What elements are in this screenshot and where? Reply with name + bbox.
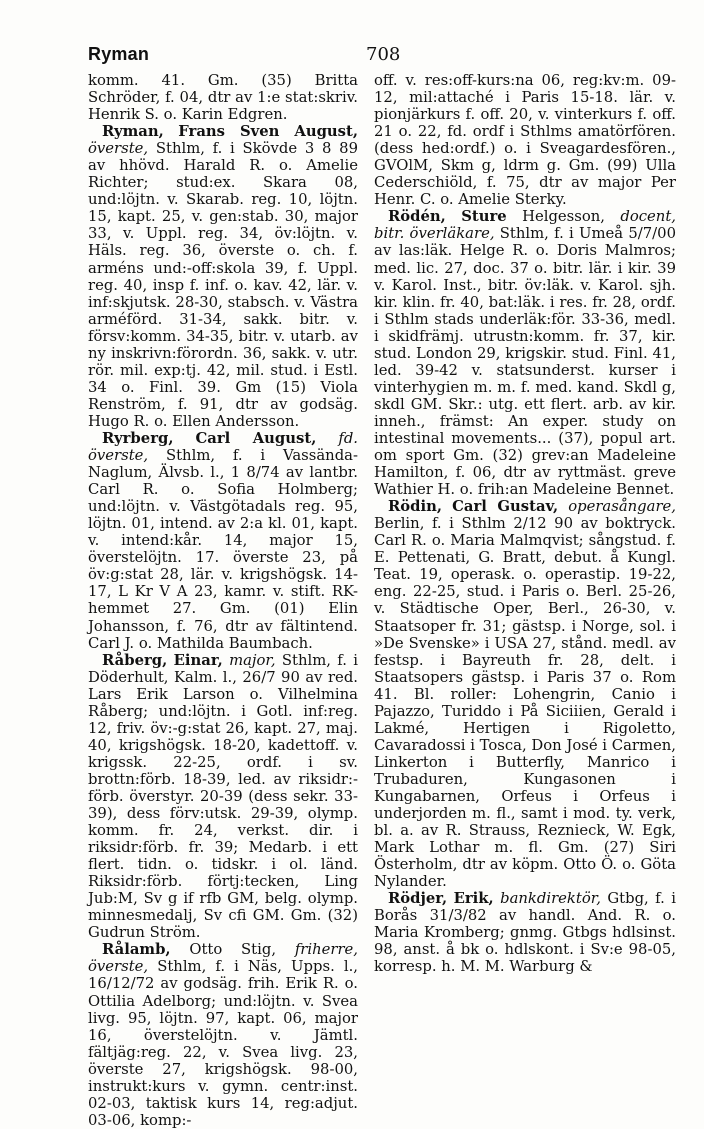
- entry-text: Sthlm, f. i Umeå 5/7/00 av las:läk. Helge R. o. Doris Malmros; med. lic. 27, doc. 37 o. bitr. lär. i kir. 39 v. Karol. Inst., bitr. öv:läk. v. Karol. sjh. kir. klin. fr. 40, bat:läk. i res. fr. 28, ordf. i Sthlm stads underläk:för. 33-36, medl. i skidfrämj. utrustn:komm. fr. 37, kir. stud. London 29, krigskir. stud. Finl. 41, led. 39-42 v. statsunderst. kurser i vinterhygien m. m. f. med. kand. Skdl g, skdl GM. Skr.: utg. ett flert. arb. av kir. inneh., främst: An exper. study on intestinal movements... (37), popul art. om sport Gm. (32) grev:an Madeleine Hamilton, f. 06, dtr av ryttmäst. greve Wathier H. o. frih:an Madeleine Bennet.: [374, 225, 676, 499]
- entry-ryrberg: [88, 430, 358, 652]
- entry-raberg: [88, 652, 358, 942]
- entry-given-name: Frans Sven August,: [178, 123, 358, 141]
- running-head: [86, 44, 662, 72]
- entry-title: fd. överste,: [88, 429, 358, 465]
- entry-given-name: Erik,: [453, 890, 494, 908]
- entry-title: bankdirektör,: [500, 890, 601, 908]
- entry-text: Sthlm, f. i Skövde 3 8 89 av hhövd. Harald R. o. Amelie Richter; stud:ex. Skara 08, und:löjtn. v. Skarab. reg. 10, löjtn. 15, kapt. 25, v. gen:stab. 30, major 33, v. Uppl. reg. 34, öv:löjtn. v. Häls. reg. 36, överste o. ch. f. arméns und:-off:skola 39, f. Uppl. reg. 40, insp f. inf. o. kav. 42, lär. v. inf:skjutsk. 28-30, stabsch. v. Västra arméförd. 31-34, sakk. bitr. v. försv:komm. 34-35, bitr. v. utarb. av ny inskrivn:förordn. 36, sakk. v. utr. rör. mil. exp:tj. 42, mil. stud. i Estl. 34 o. Finl. 39. Gm (15) Viola Renström, f. 91, dtr av godsäg. Hugo R. o. Ellen Andersson.: [88, 140, 358, 430]
- entry-given-name: Einar,: [173, 651, 223, 669]
- entry-surname: Ryman,: [102, 123, 164, 141]
- entry-ryman: [88, 123, 358, 430]
- entry-title: friherre, överste,: [88, 941, 358, 976]
- entry-text: Sthlm, f. i Döderhult, Kalm. l., 26/7 90 av red. Lars Erik Larson o. Vilhelmina Råberg; und:löjtn. i Gotl. inf:reg. 12, friv. öv:-g:stat 26, kapt. 27, maj. 40, krigshögsk. 18-20, kadettoff. v. krigssk. 22-25, ordf. i sv. brottn:förb. 18-39, led. av riksidr:-förb. överstyr. 20-39 (dess sekr. 33-39), dess förv:utsk. 29-39, olymp. komm. fr. 24, verkst. dir. i riksidr:förb. fr. 39; Medarb. i ett flert. tidn. o. tidskr. i ol. länd. Riksidr:förb. förtj:tecken, Ling Jub:M, Sv g if rfb GM, belg. olymp. minnesmedalj, Sv cfi GM. Gm. (32) Gudrun Ström.: [88, 651, 358, 942]
- entry-roden: [374, 208, 676, 498]
- entry-rodin: [374, 498, 676, 890]
- running-head-title: Ryman: [88, 44, 150, 64]
- entry-given-name-plain: Helgesson,: [522, 208, 606, 226]
- entry-title: överste,: [88, 140, 149, 158]
- entry-given-name: Otto Stig,: [189, 941, 277, 959]
- entry-surname: Råberg,: [102, 651, 168, 669]
- page-number: 708: [366, 44, 401, 65]
- entry-surname: Rödén,: [388, 208, 446, 226]
- entry-given-name: Carl August,: [195, 429, 317, 447]
- left-column: [88, 72, 358, 1129]
- entry-surname: Rödjer,: [388, 890, 448, 908]
- entry-text: Sthlm, f. i Vassända-Naglum, Älvsb. l., 1 8/74 av lantbr. Carl R. o. Sofia Holmberg; und:löjtn. v. Västgötadals reg. 95, löjtn. 01, intend. av 2:a kl. 01, kapt. v. intend:kår. 14, major 15, överstelöjtn. 17. överste 23, på öv:g:stat 28, lär. v. krigshögsk. 14-17, L Kr V A 23, kamr. v. stift. RK-hemmet 27. Gm. (01) Elin Johansson, f. 76, dtr av fältintend. Carl J. o. Mathilda Baumbach.: [88, 447, 358, 652]
- entry-given-name: Sture: [461, 208, 507, 226]
- right-column: [374, 72, 676, 975]
- entry-ralamb: [88, 941, 358, 1129]
- entry-title: major,: [229, 651, 276, 669]
- entry-rodjer: [374, 890, 676, 975]
- entry-surname: Ryrberg,: [102, 429, 174, 447]
- entry-surname: Rödin,: [388, 498, 443, 516]
- entry-text: Sthlm, f. i Näs, Upps. l., 16/12/72 av godsäg. frih. Erik R. o. Ottilia Adelborg; und:löjtn. v. Svea livg. 95, löjtn. 97, kapt. 06, major 16, överstelöjtn. v. Jämtl. fältjäg:reg. 22, v. Svea livg. 23, överste 27, krigshögsk. 98-00, instrukt:kurs v. gymn. centr:inst. 02-03, taktisk kurs 14, reg:adjut. 03-06, komp:-: [88, 958, 358, 1129]
- continued-entry-text: off. v. res:off-kurs:na 06, reg:kv:m. 09-12, mil:attaché i Paris 15-18. lär. v. pionjärkurs f. off. 20, v. vinterkurs f. off. 21 o. 22, fd. ordf i Sthlms amatörfören. (dess hed:ordf.) o. i Sveagardesfören., GVOlM, Skm g, ldrm g. Gm. (99) Ulla Cederschiöld, f. 75, dtr av major Per Henr. C. o. Amelie Sterky.: [374, 72, 676, 209]
- entry-surname: Rålamb,: [102, 941, 171, 959]
- continued-entry-text: komm. 41. Gm. (35) Britta Schröder, f. 04, dtr av 1:e stat:skriv. Henrik S. o. Karin Edgren.: [88, 72, 358, 124]
- entry-given-name: Carl Gustav,: [452, 498, 559, 516]
- entry-title: operasångare,: [568, 498, 676, 516]
- entry-text: Gtbg, f. i Borås 31/3/82 av handl. And. R. o. Maria Kromberg; gnmg. Gtbgs hdlsinst. 98, anst. å bk o. hdlskont. i Sv:e 98-05, korresp. h. M. M. Warburg &: [374, 890, 676, 976]
- entry-title: docent, bitr. överläkare,: [374, 208, 676, 243]
- entry-text: Berlin, f. i Sthlm 2/12 90 av boktryck. Carl R. o. Maria Malmqvist; sångstud. f. E. Pettenati, G. Bratt, debut. å Kungl. Teat. 19, operask. o. operastip. 19-22, eng. 22-25, stud. i Paris o. Berl. 25-26, v. Städtische Oper, Berl., 26-30, v. Staatsoper fr. 31; gästsp. i Norge, sol. i »De Svenske» i USA 27, stånd. medl. av festsp. i Bayreuth fr. 28, delt. i Staatsopers gästsp. i Paris 37 o. Rom 41. Bl. roller: Lohengrin, Canio i Pajazzo, Turiddo i På Siciiien, Gerald i Lakmé, Hertigen i Rigoletto, Cavaradossi i Tosca, Don José i Carmen, Linkerton i Butterfly, Manrico i Trubaduren, Kungasonen i Kungabarnen, Orfeus i Orfeus i underjorden m. fl., samt i mod. ty. verk, bl. a. av R. Strauss, Reznieck, W. Egk, Mark Lothar m. fl. Gm. (27) Siri Österholm, dtr av köpm. Otto Ö. o. Göta Nylander.: [374, 515, 676, 891]
